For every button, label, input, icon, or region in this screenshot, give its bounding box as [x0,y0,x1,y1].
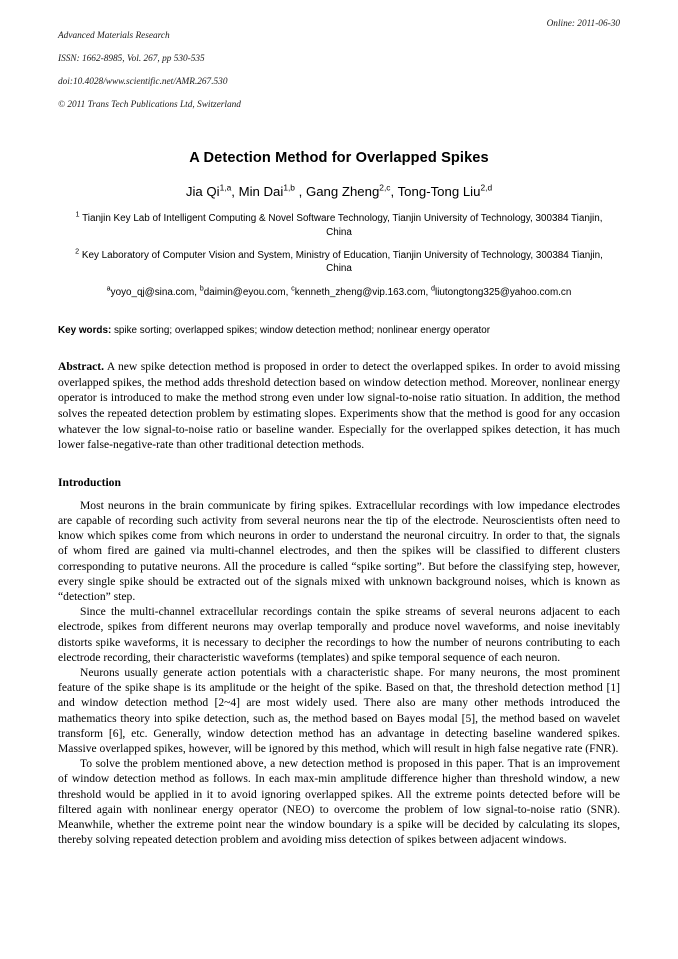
online-date: Online: 2011-06-30 [546,19,620,29]
doi-line: doi:10.4028/www.scientific.net/AMR.267.530 [58,76,228,87]
abstract-text: A new spike detection method is proposed in order to detect the overlapped spikes. In order to avoid missing overlapped spikes, the method adds threshold detection based on window detection method. Moreover, nonlinear energy operator is introduced to make the method strong even under low signal-to-noise ratio situation. In addition, the method solves the repeated detection problem by estimating slopes. Experiments show that the method is good for any occasion whatever the low signal-to-noise ratio or baseline wander. Especially for the overlapped spikes detection, it has much lower false-negative-rate than other traditional detection methods. [58,360,620,452]
affiliation-marker: 1 [75,210,80,220]
abstract-block [58,359,620,453]
affiliation-text: Tianjin Key Lab of Intelligent Computing & Novel Software Technology, Tianjin University of Technology, 300384 Tianjin, China [82,213,603,238]
paragraph: Neurons usually generate action potentials with a characteristic shape. For many neurons, the most prominent feature of the spike shape is its amplitude or the height of the spike. Based on that, the threshold detection method [1] and window detection method [2~4] are most widely used. There also are many other methods introduced the mathematics theory into spike detection, such as, the method based on Bayes modal [5], the method based on wavelet transform [6], etc. Generally, window detection method has an advantage in detecting baseline wandered spikes. Massive overlapped spikes, however, will be ignored by this method, which will result in high false negative rate (FNR). [58,665,620,755]
copyright-line: © 2011 Trans Tech Publications Ltd, Switzerland [58,100,241,111]
affiliation-1 [58,212,620,238]
page-content [58,19,620,847]
author-affiliation-marker: 2,d [480,182,493,193]
paragraph: Since the multi-channel extracellular recordings contain the spike streams of several neurons adjacent to each electrode, spikes from different neurons may overlap temporally and produce novel waveforms, and noise inevitably distorts spike waveforms, it is necessary to decipher the recordings to how the number of neurons contributing to each electrode recording, their characteristic waveforms (templates) and spike temporal sequence of each neuron. [58,605,620,664]
section-heading-introduction: Introduction [58,475,121,489]
email-address[interactable]: liutongtong325@yahoo.com.cn [435,287,572,299]
abstract-label: Abstract. [58,360,105,374]
author-entry [398,184,493,199]
email-address[interactable]: daimin@eyou.com, [203,287,289,299]
keywords-value: spike sorting; overlapped spikes; window detection method; nonlinear energy operator [111,325,490,337]
author-affiliation-marker: 1,a [219,182,232,193]
email-address[interactable]: kenneth_zheng@vip.163.com, [294,287,429,299]
introduction-body [58,498,620,848]
email-marker: d [431,283,436,293]
author-affiliation-marker: 2,c [379,182,391,193]
page-title: A Detection Method for Overlapped Spikes [189,150,489,167]
affiliation-text: Key Laboratory of Computer Vision and System, Ministry of Education, Tianjin University of Technology, 300384 Tianjin, China [81,249,603,274]
paragraph: Most neurons in the brain communicate by firing spikes. Extracellular recordings with low impedance electrodes are capable of recording such activity from several neurons near the tip of the electrode. Neuroscientists often need to know which spikes come from which neurons in order to understand the neuronal circuitry. In order to that, the signals of whom fired are gained via multi-channel electrodes, and then the spikes will be classified to different clusters corresponding to putative neurons. All the procedure is called “spike sorting”. But before the classifying step, however, every single spike should be extracted out of the signals mixed with unknown background noises, which is known as “detection” step. [58,498,620,603]
author-name: Jia Qi [185,184,220,200]
author-name: Tong-Tong Liu [397,184,481,200]
paragraph: To solve the problem mentioned above, a new detection method is proposed in this paper. That is an improvement of window detection method as follows. In each max-min amplitude difference higher than threshold window, a new threshold would be applied in it to avoid ignoring overlapped spikes. All the extreme points detected before will be filtered again with nonlinear energy operator (NEO) to overcome the problem of low signal-to-noise ratio (SNR). Meanwhile, whether the extreme point near the window boundary is a spike will be decided by calculating its slopes, thereby solving repeated detection problem and avoiding miss detection of spikes between adjacent windows. [58,757,620,847]
author-affiliation-marker: 1,b [283,182,295,193]
affiliation-marker: 2 [75,246,80,256]
issn-line: ISSN: 1662-8985, Vol. 267, pp 530-535 [58,53,205,64]
email-marker: c [291,283,295,293]
keywords-label: Key words: [58,325,112,337]
affiliation-2 [58,246,620,275]
author-name: Min Dai [238,184,284,200]
email-marker: a [106,283,111,293]
author-name: Gang Zheng [305,184,380,200]
author-entry: Min Dai$^{1,b}$ , [238,182,303,200]
masthead-left-block [58,19,241,123]
author-entry: Jia Qi$^{1,a}$, [185,182,235,200]
keywords-line [58,324,620,337]
journal-name: Advanced Materials Research [58,30,170,41]
masthead [58,19,620,123]
author-entry: Gang Zheng$^{2,c}$, [305,182,395,200]
email-list [58,283,620,299]
email-marker: b [199,283,204,293]
author-list [58,184,620,200]
email-address[interactable]: yoyo_qj@sina.com, [110,287,197,299]
